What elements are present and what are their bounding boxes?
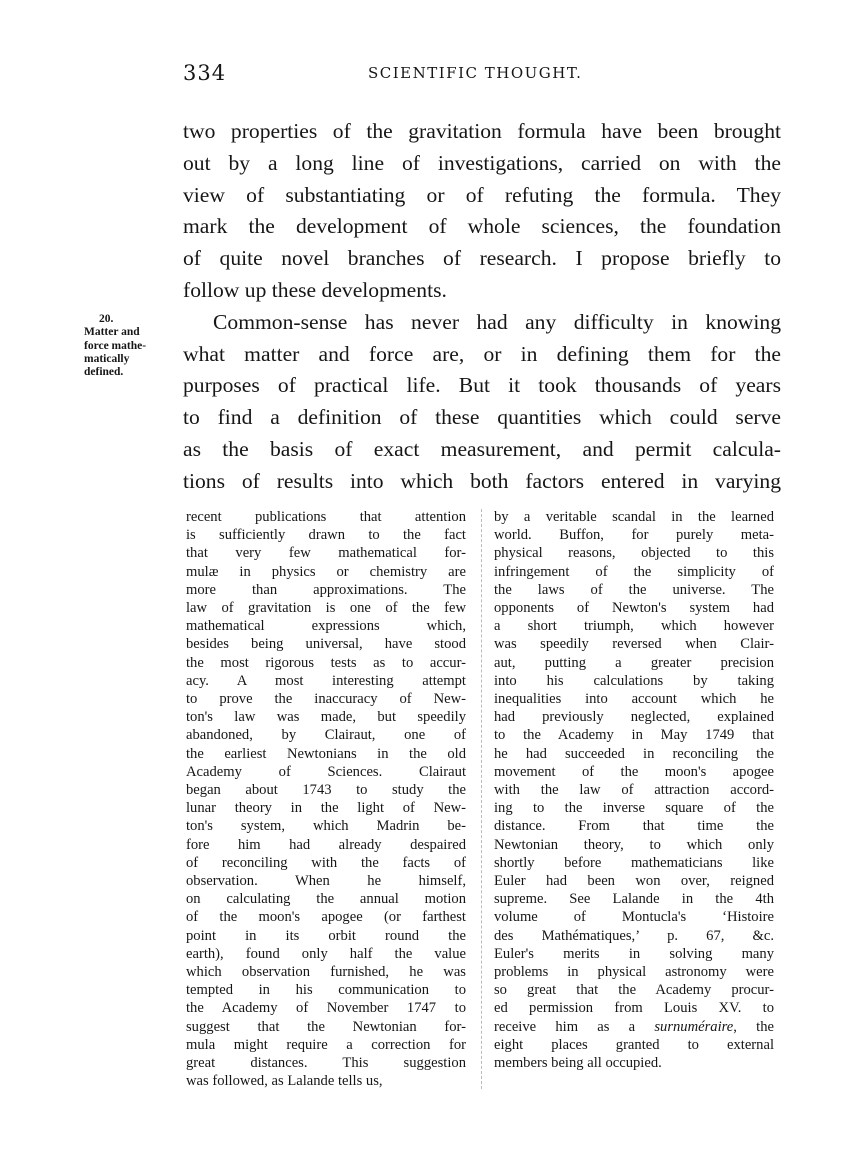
footnote-line: ing to the inverse square of the (494, 800, 774, 817)
text-line: what matter and force are, or in defining them for the (183, 341, 781, 366)
footnote-line: physical reasons, objected to this (494, 545, 774, 562)
marginal-note-line: force mathe- (84, 339, 147, 352)
footnote-line: into his calculations by taking (494, 672, 774, 689)
footnote-line: shortly before mathematicians like (494, 854, 774, 871)
footnote-line: Newtonian theory, to which only (494, 836, 774, 853)
footnote-line: lunar theory in the light of New- (186, 800, 466, 817)
footnote-line: to the Academy in May 1749 that (494, 727, 774, 744)
footnote-line: he had succeeded in reconciling the (494, 745, 774, 762)
footnote-line: acy. A most interesting attempt (186, 672, 466, 689)
text-line: Common-sense has never had any difficulty in knowing (213, 309, 781, 334)
footnote-line: which observation furnished, he was (186, 964, 466, 981)
footnote-line: began about 1743 to study the (186, 782, 466, 799)
footnote-line: by a veritable scandal in the learned (494, 509, 774, 525)
footnote-line: the laws of the universe. The (494, 581, 774, 598)
text-line: of quite novel branches of research. I propose briefly to (183, 246, 781, 271)
footnote-line: observation. When he himself, (186, 873, 466, 890)
footnote-line: of reconciling with the facts of (186, 854, 466, 871)
text-line: purposes of practical life. But it took thousands of years (183, 373, 781, 398)
footnote-line: members being all occupied. (494, 1055, 662, 1072)
marginal-note-line: defined. (84, 366, 124, 379)
footnote-line: supreme. See Lalande in the 4th (494, 891, 774, 908)
footnote-line: suggest that the Newtonian for- (186, 1018, 466, 1035)
marginal-note (84, 313, 184, 379)
footnote-line: on calculating the annual motion (186, 891, 466, 908)
footnote-line: opponents of Newton's system had (494, 600, 774, 617)
footnote-line: is sufficiently drawn to the fact (186, 527, 466, 544)
footnote-line: abandoned, by Clairaut, one of (186, 727, 466, 744)
footnote-column-right (494, 508, 774, 1072)
footnote-line: mathematical expressions which, (186, 618, 466, 635)
footnote-line: the earliest Newtonians in the old (186, 745, 466, 762)
footnote-line: mula might require a correction for (186, 1036, 466, 1053)
footnote-line: was speedily reversed when Clair- (494, 636, 774, 653)
text-line: two properties of the gravitation formula have been brought (183, 119, 781, 143)
footnote-line: distance. From that time the (494, 818, 774, 835)
footnote-line: point in its orbit round the (186, 927, 466, 944)
text-line: follow up these developments. (183, 277, 447, 302)
text-line: view of substantiating or of refuting the formula. They (183, 182, 781, 207)
footnote-line: Euler had been won over, reigned (494, 873, 774, 890)
footnote-line: infringement of the simplicity of (494, 563, 774, 580)
footnote-line: ton's system, which Madrin be- (186, 818, 466, 835)
footnote-line: had previously neglected, explained (494, 709, 774, 726)
footnote-line: of the moon's apogee (or farthest (186, 909, 466, 926)
footnote-line: recent publications that attention (186, 509, 466, 525)
main-text (183, 116, 781, 498)
footnote-line: with the law of attraction accord- (494, 782, 774, 799)
footnote-line: ed permission from Louis XV. to (494, 1000, 774, 1017)
footnote-line: a short triumph, which however (494, 618, 774, 635)
footnote-line: great distances. This suggestion (186, 1055, 466, 1072)
footnote-line: so great that the Academy procur- (494, 982, 774, 999)
footnote-line: volume of Montucla's ‘Histoire (494, 909, 774, 926)
footnote-line: aut, putting a greater precision (494, 654, 774, 671)
footnote-line: tempted in his communication to (186, 982, 466, 999)
footnote-line: law of gravitation is one of the few (186, 600, 466, 617)
footnote-line: ton's law was made, but speedily (186, 709, 466, 726)
running-head: SCIENTIFIC THOUGHT. (368, 64, 583, 82)
text-line: out by a long line of investigations, carried on with the (183, 150, 781, 175)
footnote-line: earth), found only half the value (186, 945, 466, 962)
footnote-line: fore him had already despaired (186, 836, 466, 853)
italic-term: surnuméraire (654, 1018, 734, 1035)
footnote-line: inequalities into account which he (494, 691, 774, 708)
text-line: tions of results into which both factors entered in varying (183, 468, 781, 493)
footnote-line: Academy of Sciences. Clairaut (186, 763, 466, 780)
footnote-line: des Mathématiques,’ p. 67, &c. (494, 927, 774, 944)
footnote-column-left (186, 508, 466, 1091)
footnote-line: was followed, as Lalande tells us, (186, 1073, 383, 1090)
footnote-line: more than approximations. The (186, 581, 466, 598)
footnote-line: problems in physical astronomy were (494, 964, 774, 981)
section-number: 20. (99, 313, 114, 325)
text-line: mark the development of whole sciences, the foundation (183, 214, 781, 239)
footnote-line: the most rigorous tests as to accur- (186, 654, 466, 671)
footnote-line: mulæ in physics or chemistry are (186, 563, 466, 580)
footnote-line: receive him as a surnuméraire, the (494, 1018, 774, 1035)
footnote-line: the Academy of November 1747 to (186, 1000, 466, 1017)
footnote-line: movement of the moon's apogee (494, 763, 774, 780)
marginal-note-line: Matter and (84, 326, 140, 339)
footnote-line: besides being universal, have stood (186, 636, 466, 653)
marginal-note-line: matically (84, 352, 130, 365)
text-line: as the basis of exact measurement, and permit calcula- (183, 436, 781, 461)
footnote-line: that very few mathematical for- (186, 545, 466, 562)
footnote-line: eight places granted to external (494, 1036, 774, 1053)
page-number: 334 (183, 61, 227, 85)
footnote-line: world. Buffon, for purely meta- (494, 527, 774, 544)
text-line: to find a definition of these quantities which could serve (183, 405, 781, 430)
footnote-line: to prove the inaccuracy of New- (186, 691, 466, 708)
footnote-line: Euler's merits in solving many (494, 945, 774, 962)
column-divider (481, 509, 482, 1089)
